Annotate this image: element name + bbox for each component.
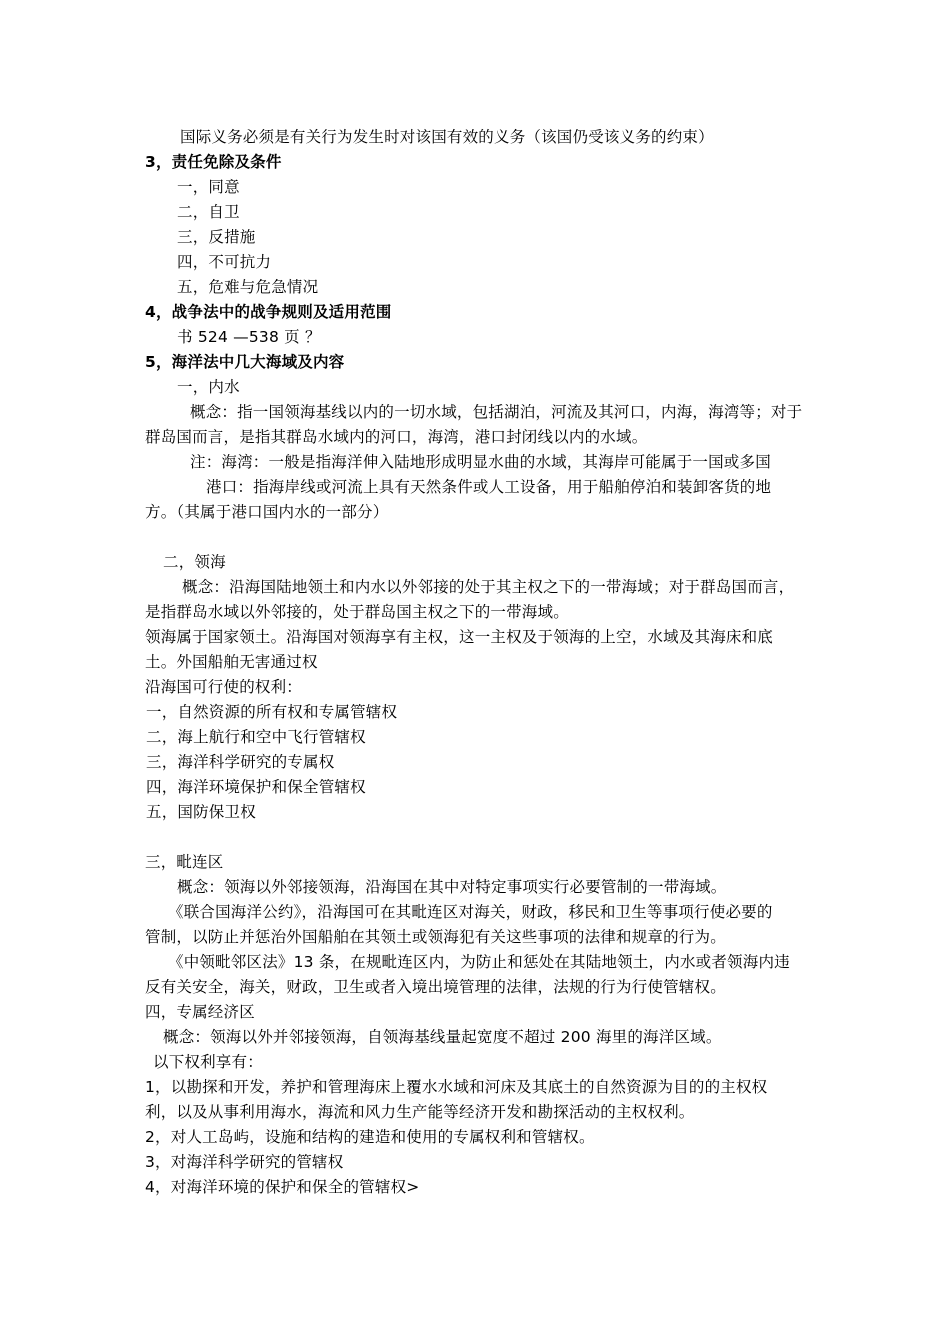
list-item: 一，同意 bbox=[177, 178, 240, 196]
list-item: 1，以勘探和开发，养护和管理海床上覆水水域和河床及其底土的自然资源为目的的主权权 bbox=[145, 1078, 768, 1096]
list-item: 2，对人工岛屿，设施和结构的建造和使用的专属权利和管辖权。 bbox=[145, 1128, 595, 1146]
text-line: 概念：沿海国陆地领土和内水以外邻接的处于其主权之下的一带海域；对于群岛国而言， bbox=[182, 578, 795, 596]
text-line: 港口：指海岸线或河流上具有天然条件或人工设备，用于船舶停泊和装卸客货的地 bbox=[206, 478, 772, 496]
subsection-heading: 四，专属经济区 bbox=[145, 1003, 255, 1021]
list-item: 二，海上航行和空中飞行管辖权 bbox=[146, 728, 366, 746]
text-line: 群岛国而言，是指其群岛水域内的河口，海湾，港口封闭线以内的水域。 bbox=[145, 428, 648, 446]
text-line: 土。外国船舶无害通过权 bbox=[145, 653, 318, 671]
text-line: 书 524 —538 页 ？ bbox=[177, 328, 321, 346]
section-heading: 5，海洋法中几大海域及内容 bbox=[145, 353, 345, 371]
text-line: 以下权利享有： bbox=[153, 1053, 263, 1071]
section-heading: 4，战争法中的战争规则及适用范围 bbox=[145, 303, 392, 321]
list-item: 三，反措施 bbox=[177, 228, 256, 246]
text-line: 国际义务必须是有关行为发生时对该国有效的义务（该国仍受该义务的约束） bbox=[180, 128, 714, 146]
text-line: 概念：指一国领海基线以内的一切水域，包括湖泊，河流及其河口，内海，海湾等；对于 bbox=[190, 403, 803, 421]
list-item: 三，海洋科学研究的专属权 bbox=[146, 753, 335, 771]
text-line: 概念：领海以外邻接领海，沿海国在其中对特定事项实行必要管制的一带海域。 bbox=[177, 878, 727, 896]
text-line: 《中领毗邻区法》13 条，在规毗连区内，为防止和惩处在其陆地领土，内水或者领海内违 bbox=[168, 953, 790, 971]
text-line: 利，以及从事利用海水，海流和风力生产能等经济开发和勘探活动的主权权利。 bbox=[145, 1103, 695, 1121]
text-line: 方。（其属于港口国内水的一部分） bbox=[145, 503, 389, 521]
list-item: 二，自卫 bbox=[177, 203, 240, 221]
text-line: 反有关安全，海关，财政，卫生或者入境出境管理的法律，法规的行为行使管辖权。 bbox=[145, 978, 726, 996]
list-item: 3，对海洋科学研究的管辖权 bbox=[145, 1153, 344, 1171]
text-line: 管制，以防止并惩治外国船舶在其领土或领海犯有关这些事项的法律和规章的行为。 bbox=[145, 928, 726, 946]
list-item: 一，自然资源的所有权和专属管辖权 bbox=[146, 703, 398, 721]
text-line: 概念：领海以外并邻接领海，自领海基线量起宽度不超过 200 海里的海洋区域。 bbox=[163, 1028, 722, 1046]
list-item: 4，对海洋环境的保护和保全的管辖权> bbox=[145, 1178, 420, 1196]
text-line: 注：海湾：一般是指海洋伸入陆地形成明显水曲的水域，其海岸可能属于一国或多国 bbox=[190, 453, 771, 471]
text-line: 沿海国可行使的权利： bbox=[145, 678, 303, 696]
list-item: 五，国防保卫权 bbox=[146, 803, 256, 821]
text-line: 领海属于国家领土。沿海国对领海享有主权，这一主权及于领海的上空，水域及其海床和底 bbox=[145, 628, 774, 646]
text-line: 是指群岛水域以外邻接的，处于群岛国主权之下的一带海域。 bbox=[145, 603, 569, 621]
list-item: 四，不可抗力 bbox=[177, 253, 272, 271]
text-line: 《联合国海洋公约》，沿海国可在其毗连区对海关，财政，移民和卫生等事项行使必要的 bbox=[168, 903, 773, 921]
subsection-heading: 三，毗连区 bbox=[145, 853, 224, 871]
subsection-heading: 二，领海 bbox=[163, 553, 226, 571]
subsection-heading: 一，内水 bbox=[177, 378, 240, 396]
list-item: 四，海洋环境保护和保全管辖权 bbox=[146, 778, 366, 796]
section-heading: 3，责任免除及条件 bbox=[145, 153, 282, 171]
list-item: 五，危难与危急情况 bbox=[177, 278, 319, 296]
